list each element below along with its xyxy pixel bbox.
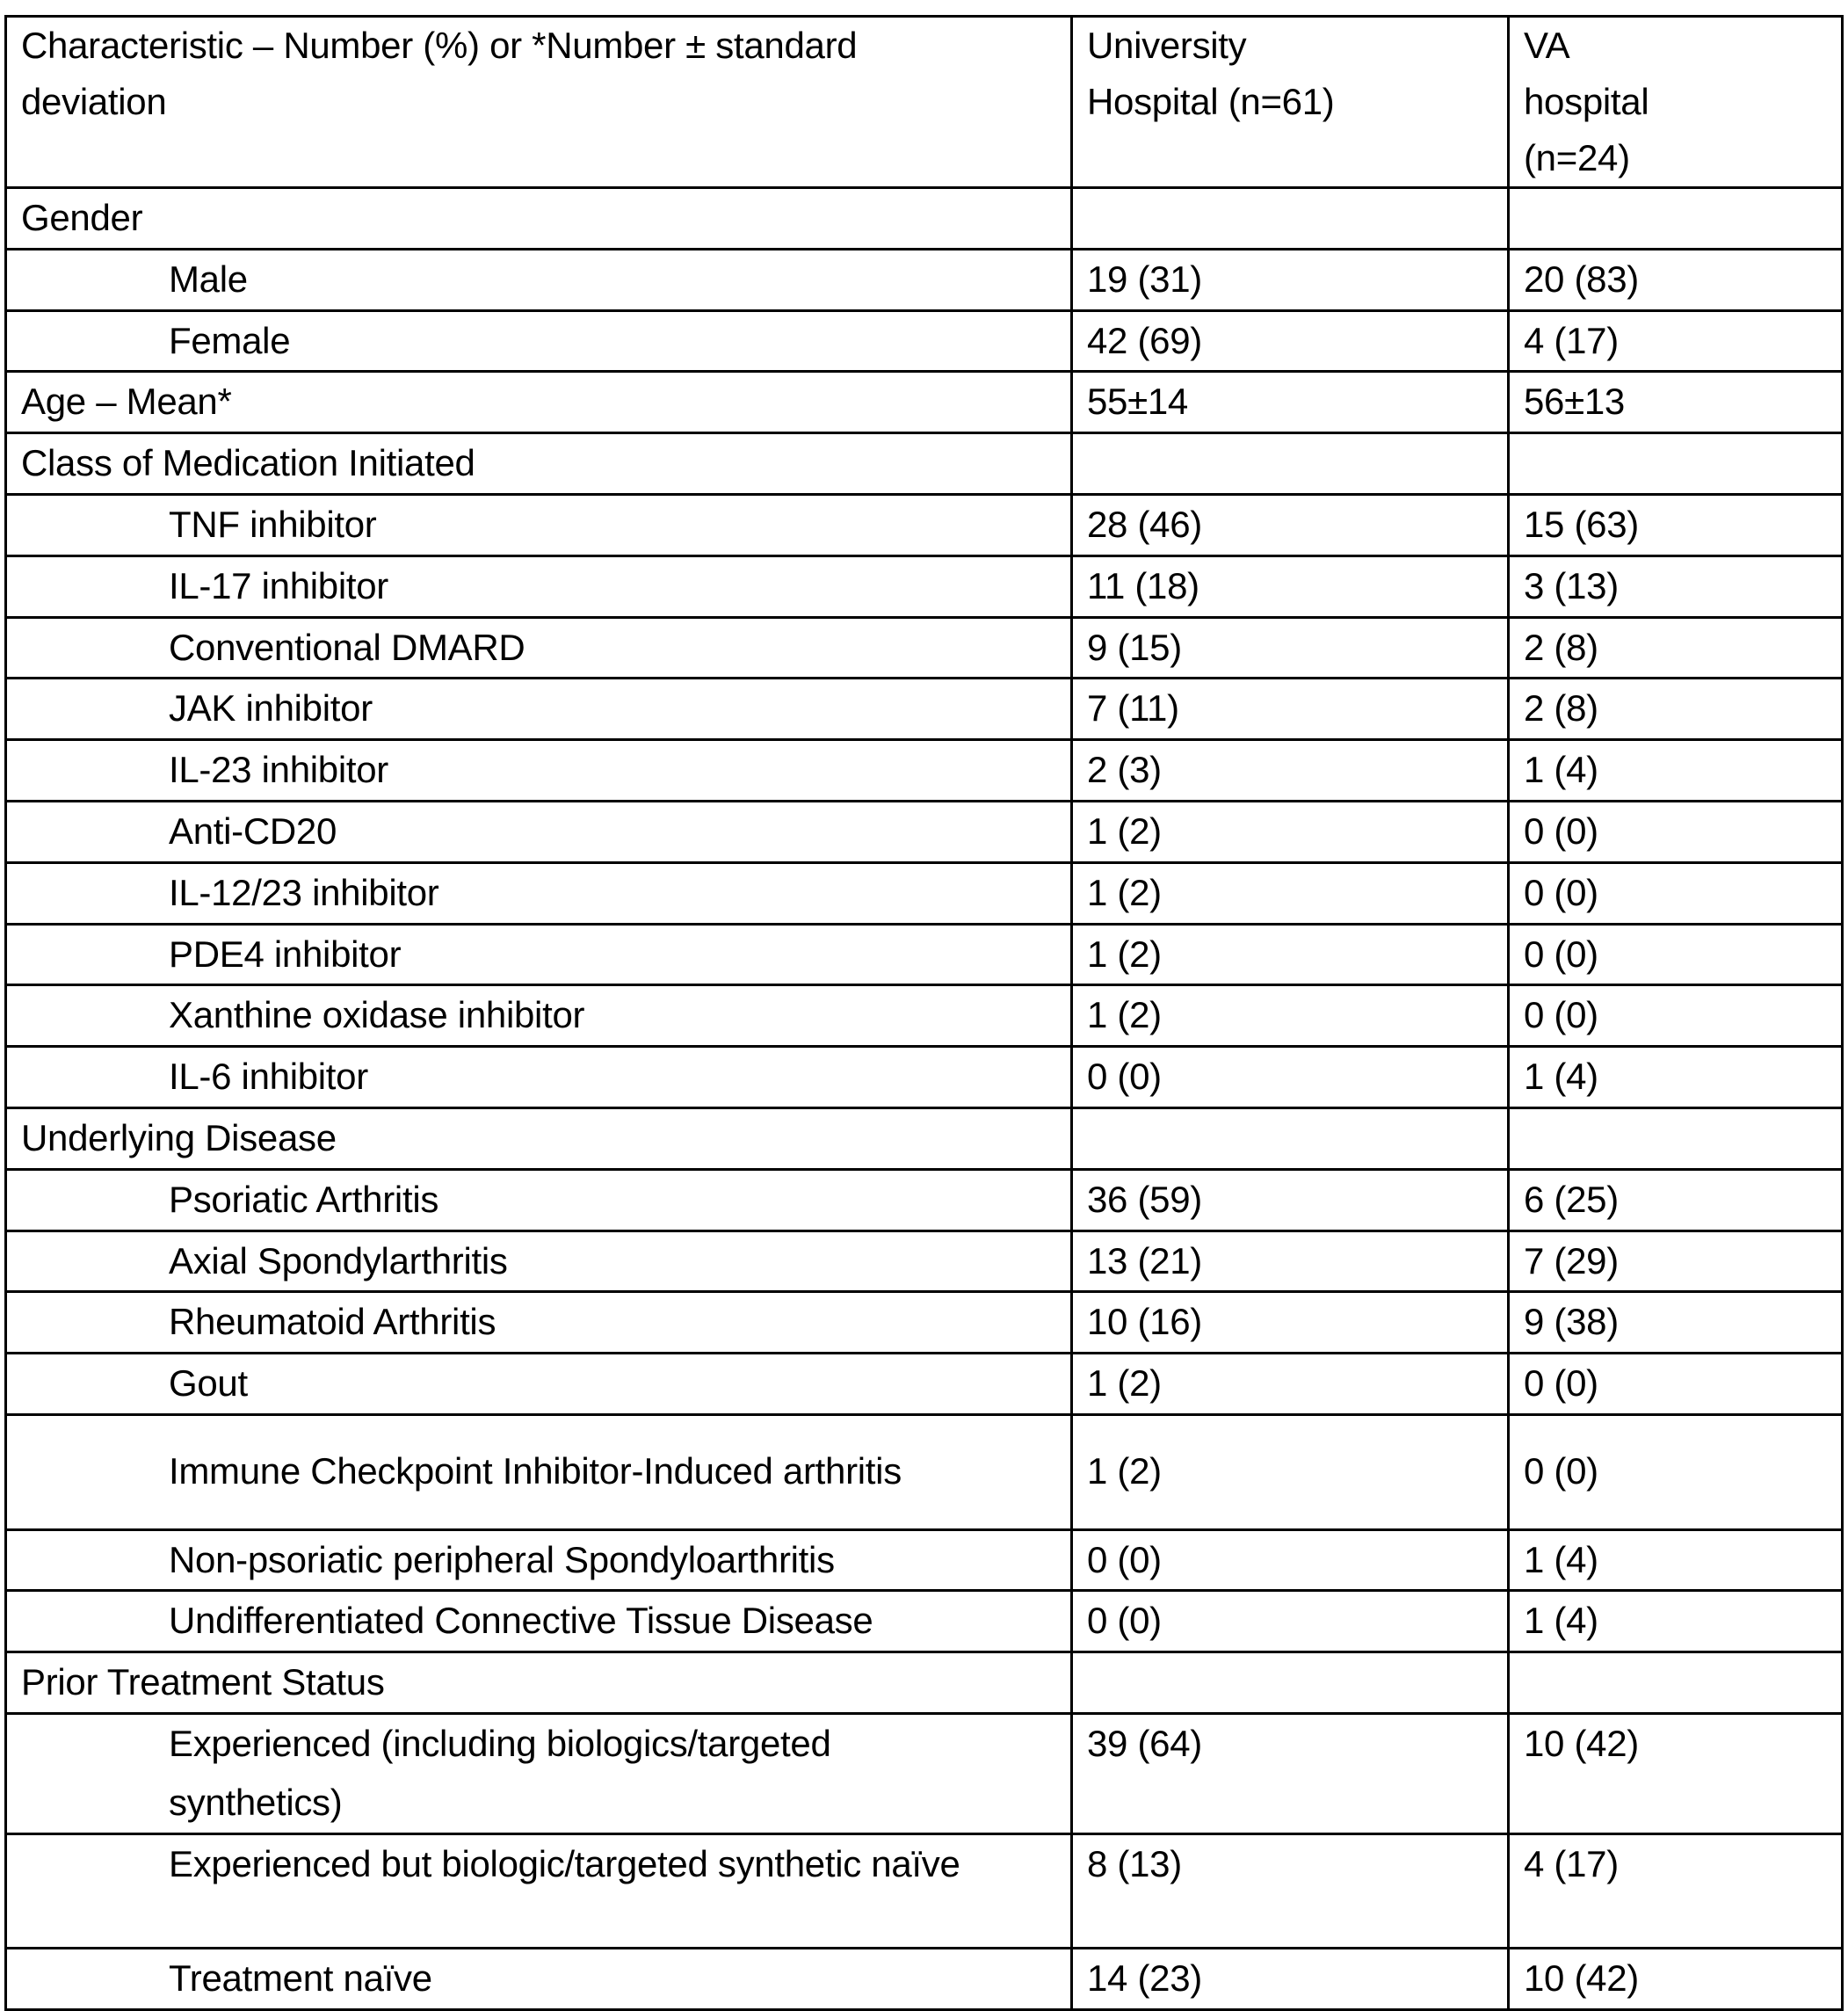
va-hospital-value: 2 (8) xyxy=(1524,626,1598,668)
characteristic-cell xyxy=(6,924,1072,985)
va-hospital-cell xyxy=(1509,801,1843,862)
university-hospital-value: 1 (2) xyxy=(1087,1362,1162,1405)
characteristic-label: Female xyxy=(169,319,291,361)
table-row xyxy=(6,924,1843,985)
university-hospital-cell xyxy=(1072,310,1509,372)
table-row xyxy=(6,985,1843,1047)
table-row xyxy=(6,1949,1843,2010)
table-row xyxy=(6,1169,1843,1231)
va-hospital-value: 20 (83) xyxy=(1524,258,1639,300)
characteristic-label: Age – Mean* xyxy=(21,381,232,423)
university-hospital-cell xyxy=(1072,433,1509,495)
characteristic-cell xyxy=(6,249,1072,310)
university-hospital-value: 0 (0) xyxy=(1087,1056,1162,1098)
university-hospital-value: 13 (21) xyxy=(1087,1239,1202,1281)
va-hospital-cell xyxy=(1509,1414,1843,1529)
university-hospital-cell xyxy=(1072,1354,1509,1415)
table-row xyxy=(6,555,1843,617)
characteristic-label: Underlying Disease xyxy=(21,1116,337,1158)
characteristic-cell xyxy=(6,372,1072,433)
university-hospital-cell xyxy=(1072,617,1509,679)
characteristic-cell xyxy=(6,1414,1072,1529)
characteristic-cell xyxy=(6,188,1072,250)
university-hospital-value: 1 (2) xyxy=(1087,933,1162,975)
characteristic-cell xyxy=(6,1652,1072,1714)
university-hospital-value: 7 (11) xyxy=(1087,687,1179,730)
university-hospital-cell xyxy=(1072,985,1509,1047)
university-hospital-value: 19 (31) xyxy=(1087,258,1202,300)
characteristic-cell xyxy=(6,1047,1072,1108)
characteristic-label: Xanthine oxidase inhibitor xyxy=(169,994,585,1036)
header-row xyxy=(6,17,1843,188)
university-hospital-cell xyxy=(1072,1949,1509,2010)
va-hospital-cell xyxy=(1509,433,1843,495)
va-hospital-cell xyxy=(1509,1231,1843,1292)
va-hospital-cell xyxy=(1509,1047,1843,1108)
va-hospital-value: 6 (25) xyxy=(1524,1178,1619,1220)
university-hospital-cell xyxy=(1072,249,1509,310)
university-hospital-value: 2 (3) xyxy=(1087,749,1162,791)
characteristic-cell xyxy=(6,555,1072,617)
va-hospital-value: 7 (29) xyxy=(1524,1239,1619,1281)
va-hospital-cell xyxy=(1509,1292,1843,1354)
va-hospital-value: 15 (63) xyxy=(1524,503,1639,545)
characteristic-cell xyxy=(6,801,1072,862)
university-hospital-value: 10 (16) xyxy=(1087,1301,1202,1343)
university-hospital-value: 11 (18) xyxy=(1087,564,1199,606)
characteristic-label: TNF inhibitor xyxy=(169,503,377,545)
characteristic-cell xyxy=(6,862,1072,924)
table-row xyxy=(6,1529,1843,1591)
va-hospital-value: 10 (42) xyxy=(1524,1722,1639,1764)
characteristic-label: Gender xyxy=(21,197,143,238)
va-hospital-value: 10 (42) xyxy=(1524,1957,1639,2000)
table-row xyxy=(6,1591,1843,1652)
va-hospital-cell xyxy=(1509,985,1843,1047)
header-va-hospital xyxy=(1509,17,1843,188)
va-hospital-value: 0 (0) xyxy=(1524,871,1598,913)
university-hospital-cell xyxy=(1072,1529,1509,1591)
header-characteristic xyxy=(6,17,1072,188)
university-hospital-cell xyxy=(1072,1292,1509,1354)
va-hospital-cell xyxy=(1509,924,1843,985)
table-row xyxy=(6,1833,1843,1949)
characteristic-label: IL-17 inhibitor xyxy=(169,564,388,606)
university-hospital-value: 8 (13) xyxy=(1087,1842,1182,1884)
university-hospital-value: 1 (2) xyxy=(1087,809,1162,852)
va-hospital-cell xyxy=(1509,617,1843,679)
university-hospital-value: 0 (0) xyxy=(1087,1538,1162,1580)
table-section-row xyxy=(6,1652,1843,1714)
characteristic-label: Rheumatoid Arthritis xyxy=(169,1301,496,1343)
table-row xyxy=(6,310,1843,372)
va-hospital-cell xyxy=(1509,372,1843,433)
va-hospital-cell xyxy=(1509,679,1843,740)
university-hospital-value: 1 (2) xyxy=(1087,871,1162,913)
characteristic-cell xyxy=(6,679,1072,740)
university-hospital-value: 36 (59) xyxy=(1087,1178,1202,1220)
characteristic-cell xyxy=(6,433,1072,495)
va-hospital-value: 4 (17) xyxy=(1524,319,1619,361)
characteristic-cell xyxy=(6,985,1072,1047)
characteristic-label: Male xyxy=(169,258,248,300)
characteristic-label: Axial Spondylarthritis xyxy=(169,1239,508,1281)
university-hospital-cell xyxy=(1072,1652,1509,1714)
university-hospital-value: 9 (15) xyxy=(1087,626,1182,668)
characteristic-label: Gout xyxy=(169,1362,248,1405)
characteristic-cell xyxy=(6,1231,1072,1292)
va-hospital-value: 0 (0) xyxy=(1524,1450,1598,1492)
characteristic-cell xyxy=(6,494,1072,555)
characteristic-label: IL-23 inhibitor xyxy=(169,749,388,791)
university-hospital-cell xyxy=(1072,494,1509,555)
va-hospital-cell xyxy=(1509,1713,1843,1833)
table-section-row xyxy=(6,372,1843,433)
demographics-table-container xyxy=(4,15,1841,2011)
characteristic-cell xyxy=(6,617,1072,679)
characteristic-label: Conventional DMARD xyxy=(169,626,525,668)
va-hospital-cell xyxy=(1509,1833,1843,1949)
va-hospital-value: 4 (17) xyxy=(1524,1842,1619,1884)
characteristic-label: Non-psoriatic peripheral Spondyloarthritis xyxy=(169,1538,835,1580)
va-hospital-cell xyxy=(1509,1591,1843,1652)
table-row xyxy=(6,1713,1843,1833)
university-hospital-value: 42 (69) xyxy=(1087,319,1202,361)
table-row xyxy=(6,862,1843,924)
characteristic-label: Treatment naïve xyxy=(169,1957,432,2000)
table-row xyxy=(6,1292,1843,1354)
characteristic-cell xyxy=(6,1833,1072,1949)
va-hospital-cell xyxy=(1509,1529,1843,1591)
va-hospital-cell xyxy=(1509,494,1843,555)
characteristic-cell xyxy=(6,1529,1072,1591)
table-section-row xyxy=(6,433,1843,495)
table-row xyxy=(6,740,1843,802)
va-hospital-value: 1 (4) xyxy=(1524,1538,1598,1580)
university-hospital-cell xyxy=(1072,1169,1509,1231)
table-row xyxy=(6,1414,1843,1529)
university-hospital-cell xyxy=(1072,862,1509,924)
characteristic-cell xyxy=(6,1591,1072,1652)
characteristic-cell xyxy=(6,1107,1072,1169)
characteristic-cell xyxy=(6,1949,1072,2010)
characteristic-label: IL-6 inhibitor xyxy=(169,1056,368,1098)
characteristic-cell xyxy=(6,1169,1072,1231)
university-hospital-value: 28 (46) xyxy=(1087,503,1202,545)
characteristic-label: Undifferentiated Connective Tissue Disease xyxy=(169,1600,873,1642)
table-row xyxy=(6,1231,1843,1292)
va-hospital-cell xyxy=(1509,188,1843,250)
va-hospital-cell xyxy=(1509,1354,1843,1415)
demographics-table xyxy=(4,15,1844,2011)
va-hospital-cell xyxy=(1509,740,1843,802)
va-hospital-value: 56±13 xyxy=(1524,381,1625,423)
university-hospital-cell xyxy=(1072,740,1509,802)
header-university-hospital xyxy=(1072,17,1509,188)
characteristic-cell xyxy=(6,740,1072,802)
va-hospital-cell xyxy=(1509,555,1843,617)
header-university-hospital-text: University Hospital (n=61) xyxy=(1087,25,1335,122)
university-hospital-cell xyxy=(1072,555,1509,617)
university-hospital-cell xyxy=(1072,372,1509,433)
university-hospital-cell xyxy=(1072,1231,1509,1292)
va-hospital-value: 1 (4) xyxy=(1524,1056,1598,1098)
characteristic-label: Class of Medication Initiated xyxy=(21,442,475,484)
university-hospital-cell xyxy=(1072,1107,1509,1169)
university-hospital-value: 55±14 xyxy=(1087,381,1188,423)
university-hospital-cell xyxy=(1072,1047,1509,1108)
va-hospital-cell xyxy=(1509,862,1843,924)
university-hospital-cell xyxy=(1072,188,1509,250)
characteristic-label: IL-12/23 inhibitor xyxy=(169,871,439,913)
characteristic-label: Psoriatic Arthritis xyxy=(169,1178,439,1220)
header-characteristic-text: Characteristic – Number (%) or *Number ± standard deviation xyxy=(21,25,858,122)
va-hospital-value: 1 (4) xyxy=(1524,1600,1598,1642)
university-hospital-value: 0 (0) xyxy=(1087,1600,1162,1642)
va-hospital-value: 0 (0) xyxy=(1524,809,1598,852)
va-hospital-value: 9 (38) xyxy=(1524,1301,1619,1343)
university-hospital-cell xyxy=(1072,801,1509,862)
va-hospital-cell xyxy=(1509,1169,1843,1231)
university-hospital-value: 1 (2) xyxy=(1087,994,1162,1036)
va-hospital-value: 0 (0) xyxy=(1524,1362,1598,1405)
university-hospital-cell xyxy=(1072,924,1509,985)
university-hospital-cell xyxy=(1072,1591,1509,1652)
table-row xyxy=(6,1354,1843,1415)
table-section-row xyxy=(6,1107,1843,1169)
va-hospital-cell xyxy=(1509,249,1843,310)
characteristic-cell xyxy=(6,310,1072,372)
characteristic-label: Anti-CD20 xyxy=(169,809,337,852)
characteristic-label: Prior Treatment Status xyxy=(21,1661,385,1703)
university-hospital-value: 14 (23) xyxy=(1087,1957,1202,2000)
va-hospital-cell xyxy=(1509,1949,1843,2010)
va-hospital-value: 2 (8) xyxy=(1524,687,1598,730)
table-row xyxy=(6,249,1843,310)
characteristic-label: Experienced but biologic/targeted synthetic naïve xyxy=(169,1842,960,1884)
university-hospital-cell xyxy=(1072,1713,1509,1833)
university-hospital-cell xyxy=(1072,679,1509,740)
header-va-hospital-text: VA hospital (n=24) xyxy=(1524,25,1649,178)
table-row xyxy=(6,1047,1843,1108)
table-row xyxy=(6,617,1843,679)
table-row xyxy=(6,679,1843,740)
va-hospital-value: 3 (13) xyxy=(1524,564,1619,606)
university-hospital-value: 1 (2) xyxy=(1087,1450,1162,1492)
characteristic-label: PDE4 inhibitor xyxy=(169,933,402,975)
va-hospital-value: 0 (0) xyxy=(1524,994,1598,1036)
va-hospital-cell xyxy=(1509,1107,1843,1169)
table-body xyxy=(6,188,1843,2010)
va-hospital-cell xyxy=(1509,1652,1843,1714)
table-row xyxy=(6,801,1843,862)
characteristic-cell xyxy=(6,1292,1072,1354)
characteristic-label: Experienced (including biologics/targeted synthetics) xyxy=(169,1722,831,1823)
characteristic-label: Immune Checkpoint Inhibitor-Induced arthritis xyxy=(169,1450,902,1492)
university-hospital-cell xyxy=(1072,1414,1509,1529)
va-hospital-value: 0 (0) xyxy=(1524,933,1598,975)
va-hospital-cell xyxy=(1509,310,1843,372)
characteristic-label: JAK inhibitor xyxy=(169,687,373,730)
va-hospital-value: 1 (4) xyxy=(1524,749,1598,791)
table-section-row xyxy=(6,188,1843,250)
table-row xyxy=(6,494,1843,555)
characteristic-cell xyxy=(6,1713,1072,1833)
university-hospital-cell xyxy=(1072,1833,1509,1949)
characteristic-cell xyxy=(6,1354,1072,1415)
university-hospital-value: 39 (64) xyxy=(1087,1722,1202,1764)
